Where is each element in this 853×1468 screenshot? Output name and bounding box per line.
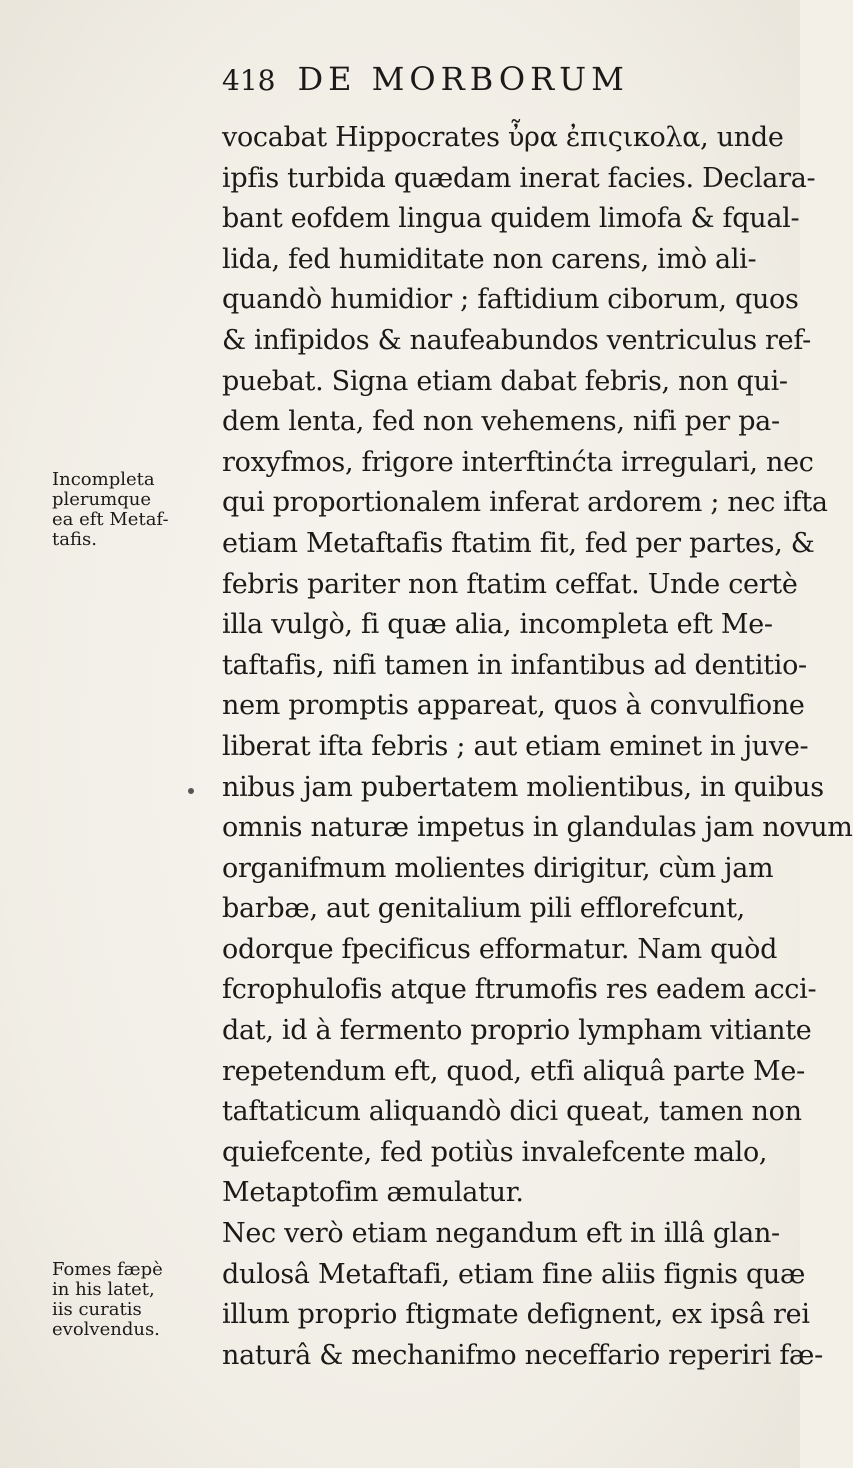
running-header <box>222 60 629 100</box>
main-text-block <box>222 118 853 1376</box>
ink-spot <box>188 788 194 794</box>
text-line: liberat ifta febris ; aut etiam eminet in juve- <box>222 730 809 762</box>
text-line: bant eofdem lingua quidem limofa & fqual- <box>222 203 800 235</box>
marginal-note-fomes <box>52 1260 163 1340</box>
text-line: qui proportionalem inferat ardorem ; nec ifta <box>222 487 828 519</box>
text-line: naturâ & mechanifmo neceffario reperiri fæ- <box>222 1339 823 1371</box>
text-line: puebat. Signa etiam dabat febris, non qui- <box>222 365 788 397</box>
text-line: & infipidos & naufeabundos ventriculus ref- <box>222 324 811 356</box>
marginal-note-incompleta <box>52 470 169 550</box>
text-line: taftafis, nifi tamen in infantibus ad dentitio- <box>222 649 807 681</box>
text-line: Metaptofim æmulatur. <box>222 1177 524 1209</box>
text-line: taftaticum aliquandò dici queat, tamen non <box>222 1096 802 1128</box>
marginal-note-line: plerumque <box>52 489 151 510</box>
text-line: ipfis turbida quædam inerat facies. Declara- <box>222 162 816 194</box>
text-line: dem lenta, fed non vehemens, nifi per pa- <box>222 406 780 438</box>
text-line: dat, id à fermento proprio lympham vitiante <box>222 1015 812 1047</box>
text-line: lida, fed humiditate non carens, imò ali- <box>222 243 757 275</box>
page-number: 418 <box>222 64 276 97</box>
text-line: roxyfmos, frigore interftinćta irregulari, nec <box>222 446 814 478</box>
text-line: fcrophulofis atque ftrumofis res eadem acci- <box>222 974 817 1006</box>
text-line: quiefcente, fed potiùs invalefcente malo, <box>222 1136 768 1168</box>
text-line: Nec verò etiam negandum eft in illâ glan- <box>222 1218 780 1250</box>
marginal-note-line: Incompleta <box>52 469 155 490</box>
marginal-note-line: tafis. <box>52 529 97 550</box>
text-line: organifmum molientes dirigitur, cùm jam <box>222 852 774 884</box>
text-line: etiam Metaftafis ftatim fit, fed per partes, & <box>222 527 815 559</box>
text-line: omnis naturæ impetus in glandulas jam novum <box>222 812 853 844</box>
marginal-note-line: ea eft Metaf- <box>52 509 169 530</box>
text-line: illa vulgò, fi quæ alia, incompleta eft Me- <box>222 609 773 641</box>
text-line: nibus jam pubertatem molientibus, in quibus <box>222 771 824 803</box>
text-line: illum proprio ftigmate defignent, ex ipsâ rei <box>222 1299 810 1331</box>
text-line: quandò humidior ; faftidium ciborum, quos <box>222 284 799 316</box>
marginal-note-line: Fomes fæpè <box>52 1259 163 1280</box>
text-line: febris pariter non ftatim ceffat. Unde certè <box>222 568 798 600</box>
marginal-note-line: evolvendus. <box>52 1319 160 1340</box>
text-line: vocabat Hippocrates ὖρα ἐπιςικολα, unde <box>222 122 784 153</box>
text-line: barbæ, aut genitalium pili efflorefcunt, <box>222 893 745 925</box>
marginal-note-line: iis curatis <box>52 1299 142 1320</box>
running-title: DE MORBORUM <box>297 60 629 98</box>
marginal-note-line: in his latet, <box>52 1279 155 1300</box>
text-line: dulosâ Metaftafi, etiam fine aliis fignis quæ <box>222 1258 806 1290</box>
text-line: nem promptis appareat, quos à convulfione <box>222 690 805 722</box>
text-line: odorque fpecificus efformatur. Nam quòd <box>222 933 778 965</box>
text-line: repetendum eft, quod, etfi aliquâ parte Me- <box>222 1055 805 1087</box>
